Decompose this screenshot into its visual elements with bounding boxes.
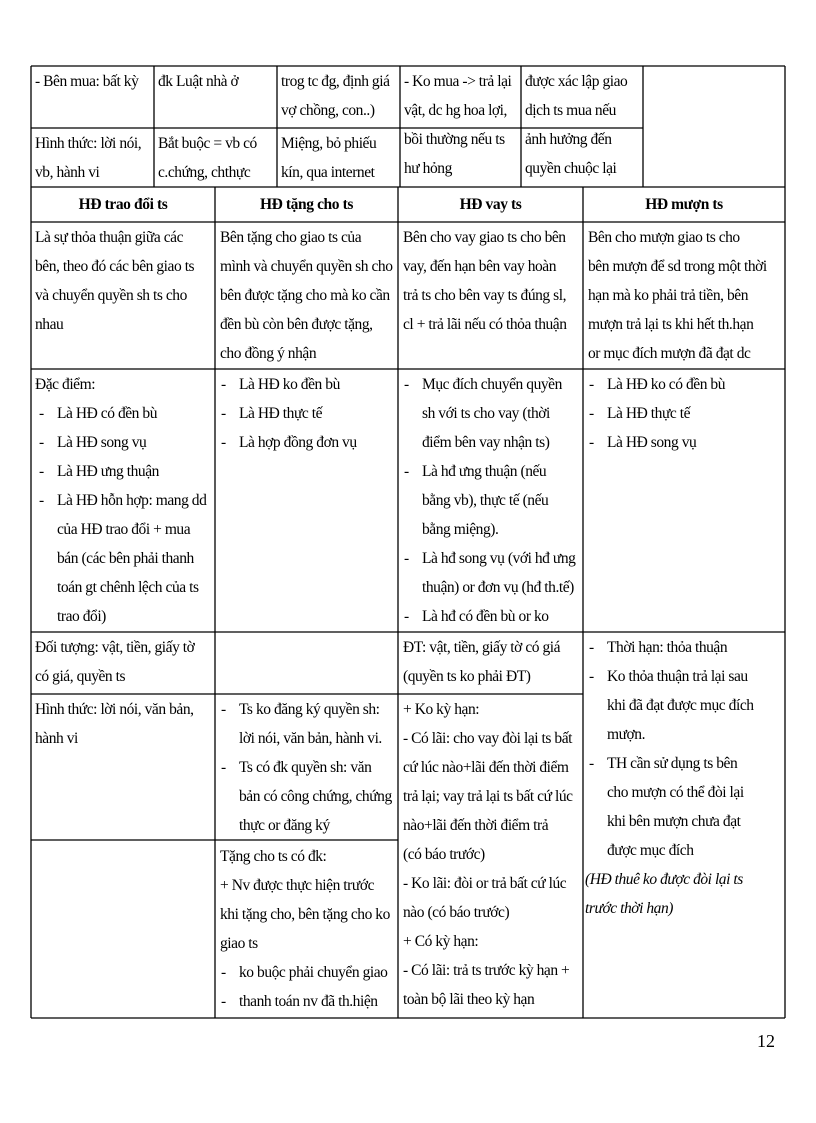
definition-trao-doi: [35, 223, 213, 339]
feature-item: - Là HĐ hỗn hợp: mang dd: [35, 486, 213, 515]
feature-item-cont: bằng miệng).: [422, 521, 499, 538]
features-title: Đặc điểm:: [35, 376, 96, 393]
header-tang-cho: HĐ tặng cho ts: [259, 196, 353, 213]
top-r1-c2: [158, 67, 276, 96]
text-line: vb, hành vi: [35, 164, 100, 181]
text-line: mượn trả lại ts khi hết th.hạn: [588, 316, 754, 333]
term-item: - TH cần sử dụng ts bên: [585, 749, 784, 778]
text-line: đk Luật nhà ở: [158, 73, 239, 90]
text-line: vật, dc hg hoa lợi,: [404, 102, 507, 119]
feature-item: - Là HĐ ưng thuận: [35, 457, 213, 486]
text-line: trả lại; vay trả lại ts bất cứ lúc: [403, 788, 573, 805]
feature-item-cont: điểm bên vay nhận ts): [422, 434, 550, 451]
text-line: nhau: [35, 316, 64, 333]
feature-item-cont: bán (các bên phải thanh: [57, 550, 194, 567]
text-line: cứ lúc nào+lãi đến thời điểm: [403, 759, 569, 776]
text-line: vay, đến hạn bên vay hoàn: [403, 258, 557, 275]
text-line: Đối tượng: vật, tiền, giấy tờ: [35, 639, 195, 656]
top-r1-c4: [404, 67, 520, 183]
text-line: nào (có báo trước): [403, 904, 510, 921]
text-line: trả ts cho bên vay ts đúng sl,: [403, 287, 567, 304]
text-line: Bắt buộc = vb có: [158, 135, 257, 152]
terms-muon: [585, 633, 784, 923]
text-line: - Ko lãi: đòi or trả bất cứ lúc: [403, 875, 567, 892]
definition-tang-cho: [220, 223, 397, 368]
form-item-cont: bản có công chứng, chứng: [239, 788, 392, 805]
text-line: quyền chuộc lại: [525, 160, 617, 177]
object-vay: [403, 633, 582, 691]
form-item-cont: thực or đăng ký: [239, 817, 330, 834]
text-line: kín, qua internet: [281, 164, 375, 181]
form-item: - Ts có đk quyền sh: văn: [217, 753, 397, 782]
text-line: Bên cho vay giao ts cho bên: [403, 229, 566, 246]
feature-item: - Là HĐ thực tế: [217, 399, 397, 428]
text-line: đền bù còn bên được tặng,: [220, 316, 373, 333]
header-vay: HĐ vay ts: [459, 196, 522, 213]
text-line: hư hỏng: [404, 160, 452, 177]
feature-item: - Là hđ ưng thuận (nếu: [400, 457, 582, 486]
text-line: Là sự thỏa thuận giữa các: [35, 229, 184, 246]
text-line: or mục đích mượn đã đạt dc: [588, 345, 751, 362]
text-line: nào+lãi đến thời điểm trả: [403, 817, 549, 834]
text-line: dịch ts mua nếu: [525, 102, 616, 119]
text-line: cho đồng ý nhận: [220, 345, 317, 362]
text-line: Tặng cho ts có đk:: [220, 848, 327, 865]
text-line: có giá, quyền ts: [35, 668, 126, 685]
feature-item-cont: sh với ts cho vay (thời: [422, 405, 550, 422]
features-vay: [400, 370, 582, 631]
term-note: trước thời hạn): [585, 900, 673, 917]
top-r2-c1: [35, 129, 153, 187]
feature-item: - Là HĐ thực tế: [585, 399, 784, 428]
feature-item-cont: của HĐ trao đổi + mua: [57, 521, 191, 538]
text-line: hạn mà ko phải trả tiền, bên: [588, 287, 748, 304]
form-tang-cho: [217, 695, 397, 840]
term-item-cont: cho mượn có thể đòi lại: [607, 784, 744, 801]
feature-item: - Là HĐ ko đền bù: [217, 370, 397, 399]
text-line: - Có lãi: cho vay đòi lại ts bất: [403, 730, 572, 747]
text-line: mình và chuyển quyền sh cho: [220, 258, 393, 275]
feature-item: - Là HĐ song vụ: [585, 428, 784, 457]
top-r1-c5: [525, 67, 642, 183]
text-line: (quyền ts ko phải ĐT): [403, 668, 531, 685]
feature-item: - Là HĐ song vụ: [35, 428, 213, 457]
feature-item: - Là hđ có đền bù or ko: [400, 602, 582, 631]
object-trao-doi: [35, 633, 213, 691]
form-item-cont: lời nói, văn bản, hành vi.: [239, 730, 382, 747]
term-item-cont: khi đã đạt được mục đích: [607, 697, 754, 714]
conditional-tang-cho: [220, 842, 397, 1016]
features-muon: [585, 370, 784, 457]
text-line: khi tặng cho, bên tặng cho ko: [220, 906, 390, 923]
text-line: và chuyển quyền sh ts cho: [35, 287, 187, 304]
text-line: Bên tặng cho giao ts của: [220, 229, 362, 246]
text-line: Bên cho mượn giao ts cho: [588, 229, 740, 246]
text-line: + Nv được thực hiện trước: [220, 877, 375, 894]
feature-item: - Là hợp đồng đơn vụ: [217, 428, 397, 457]
text-line: ĐT: vật, tiền, giấy tờ có giá: [403, 639, 561, 656]
features-trao-doi: [35, 370, 213, 631]
text-line: Hình thức: lời nói, văn bản,: [35, 701, 194, 718]
conditional-item: - ko buộc phải chuyển giao: [220, 958, 397, 987]
header-trao-doi: HĐ trao đổi ts: [78, 196, 168, 213]
top-r1-c3: [281, 67, 399, 125]
text-line: bên mượn để sd trong một thời: [588, 258, 767, 275]
text-line: hành vi: [35, 730, 78, 747]
form-vay: [403, 695, 582, 1014]
top-r2-c3: [281, 129, 399, 187]
text-line: (có báo trước): [403, 846, 485, 863]
feature-item-cont: toán gt chênh lệch của ts: [57, 579, 199, 596]
top-r1-c1: [35, 67, 153, 96]
text-line: cl + trả lãi nếu có thỏa thuận: [403, 316, 567, 333]
term-note: (HĐ thuê ko được đòi lại ts: [585, 871, 743, 888]
text-line: Hình thức: lời nói,: [35, 135, 142, 152]
text-line: + Ko kỳ hạn:: [403, 701, 480, 718]
text-line: - Có lãi: trả ts trước kỳ hạn +: [403, 962, 570, 979]
term-item: - Thời hạn: thỏa thuận: [585, 633, 784, 662]
definition-vay: [403, 223, 582, 339]
page-number: 12: [757, 1031, 775, 1051]
text-line: ảnh hưởng đến: [525, 131, 612, 148]
term-item: - Ko thỏa thuận trả lại sau: [585, 662, 784, 691]
text-line: trog tc đg, định giá: [281, 73, 390, 90]
text-line: toàn bộ lãi theo kỳ hạn: [403, 991, 535, 1008]
text-line: c.chứng, chthực: [158, 164, 251, 181]
term-item-cont: được mục đích: [607, 842, 694, 859]
header-muon: HĐ mượn ts: [645, 196, 723, 213]
definition-muon: [588, 223, 784, 368]
feature-item-cont: trao đổi): [57, 608, 106, 625]
text-line: giao ts: [220, 935, 258, 952]
text-line: - Bên mua: bất kỳ: [35, 73, 139, 90]
top-r2-c2: [158, 129, 276, 187]
features-tang-cho: [217, 370, 397, 457]
text-line: + Có kỳ hạn:: [403, 933, 479, 950]
form-item: - Ts ko đăng ký quyền sh:: [217, 695, 397, 724]
feature-item: - Mục đích chuyển quyền: [400, 370, 582, 399]
term-item-cont: mượn.: [607, 726, 646, 743]
text-line: bên, theo đó các bên giao ts: [35, 258, 195, 275]
feature-item-cont: thuận) or đơn vụ (hđ th.tế): [422, 579, 574, 596]
feature-item-cont: bằng vb), thực tế (nếu: [422, 492, 549, 509]
text-line: - Ko mua -> trả lại: [404, 73, 512, 90]
term-item-cont: khi bên mượn chưa đạt: [607, 813, 741, 830]
text-line: bên được tặng cho mà ko cần: [220, 287, 390, 304]
feature-item: - Là hđ song vụ (với hđ ưng: [400, 544, 582, 573]
text-line: bồi thường nếu ts: [404, 131, 505, 148]
form-trao-doi: [35, 695, 213, 753]
text-line: Miệng, bỏ phiếu: [281, 135, 377, 152]
conditional-item: - thanh toán nv đã th.hiện: [220, 987, 397, 1016]
feature-item: - Là HĐ ko có đền bù: [585, 370, 784, 399]
feature-item: - Là HĐ có đền bù: [35, 399, 213, 428]
text-line: vợ chồng, con..): [281, 102, 375, 119]
text-line: được xác lập giao: [525, 73, 628, 90]
